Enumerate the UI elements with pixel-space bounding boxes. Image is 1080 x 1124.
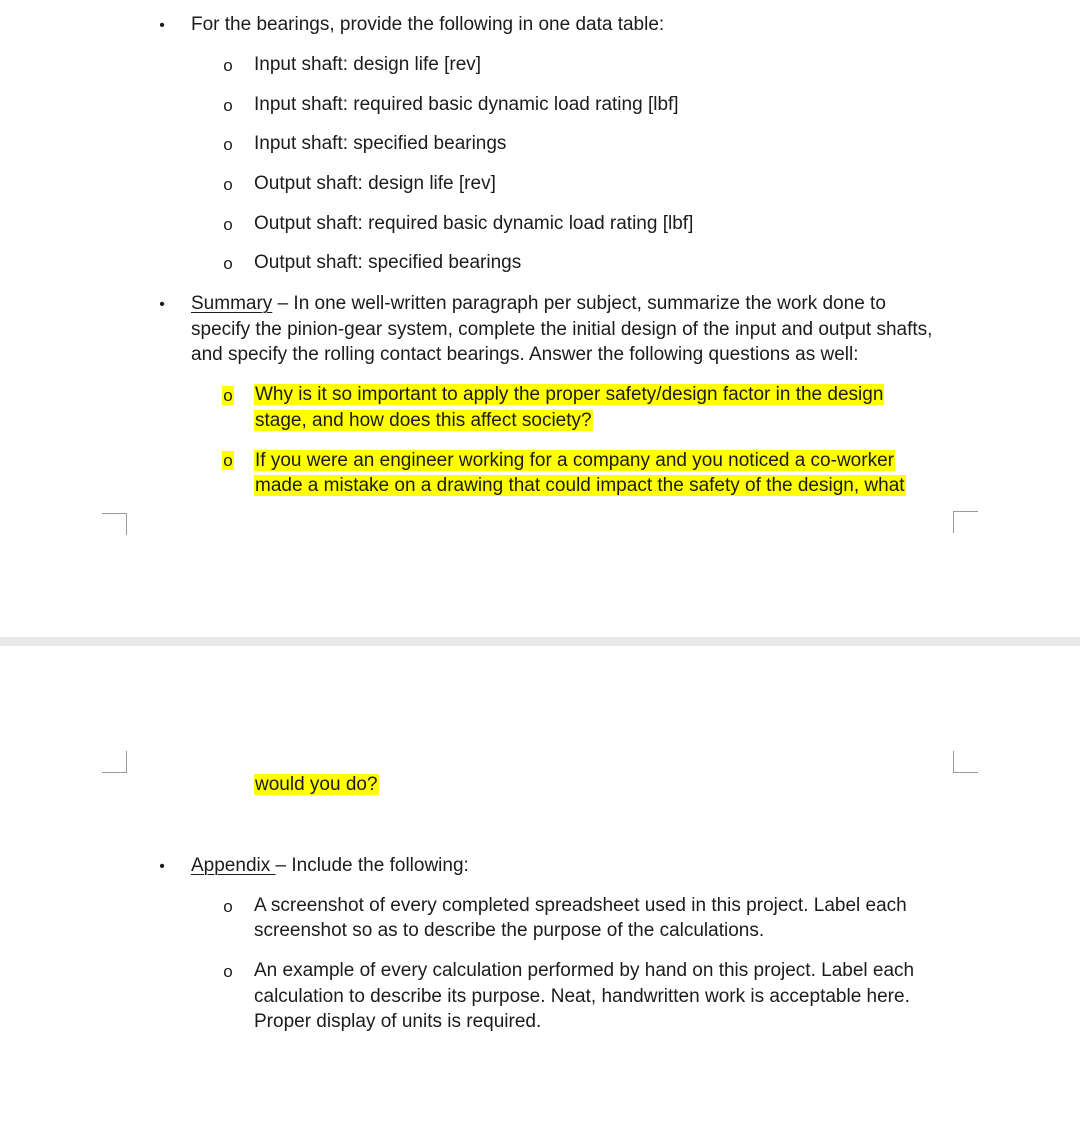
- question-safety-factor-line-1: Why is it so important to apply the proper safety/design factor in the design: [255, 384, 884, 405]
- appendix-item-calculation-line-3: Proper display of units is required.: [254, 1011, 542, 1032]
- page-break: [0, 637, 1080, 646]
- sub-bullet-highlighted: o: [223, 386, 233, 405]
- summary-line-3: and specify the rolling contact bearings. Answer the following questions as well:: [191, 344, 859, 365]
- bearing-item-input-load-rating: Input shaft: required basic dynamic load rating [lbf]: [254, 94, 679, 115]
- sub-bullet: [220, 384, 236, 408]
- bearing-item-output-specified-bearings: Output shaft: specified bearings: [254, 252, 522, 273]
- list-bullet: •: [159, 296, 165, 313]
- crop-mark-top-left-page2: [102, 751, 127, 773]
- appendix-item-calculation-line-1: An example of every calculation performed by hand on this project. Label each: [254, 960, 915, 981]
- appendix-item-screenshot-line-1: A screenshot of every completed spreadsheet used in this project. Label each: [254, 895, 907, 916]
- bearing-item-input-specified-bearings: Input shaft: specified bearings: [254, 133, 507, 154]
- appendix-item-screenshot-line-2: screenshot so as to describe the purpose of the calculations.: [254, 920, 765, 941]
- sub-bullet: o: [223, 96, 233, 115]
- sub-bullet: o: [223, 897, 233, 916]
- question-coworker-line-1: If you were an engineer working for a company and you noticed a co-worker: [255, 450, 894, 471]
- crop-mark-bottom-left-page1: [102, 513, 127, 535]
- sub-bullet: [220, 449, 236, 473]
- bearing-item-output-design-life: Output shaft: design life [rev]: [254, 173, 496, 194]
- bearing-item-input-design-life: Input shaft: design life [rev]: [254, 54, 482, 75]
- appendix-item-calculation-line-2: calculation to describe its purpose. Neat, handwritten work is acceptable here.: [254, 986, 910, 1007]
- sub-bullet: o: [223, 962, 233, 981]
- sub-bullet: o: [223, 56, 233, 75]
- summary-line-2: specify the pinion-gear system, complete the initial design of the input and output shafts,: [191, 319, 933, 340]
- sub-bullet-highlighted: o: [223, 451, 233, 470]
- summary-heading: Summary: [191, 293, 273, 314]
- bearing-item-output-load-rating: Output shaft: required basic dynamic load rating [lbf]: [254, 213, 694, 234]
- question-coworker-line-3: would you do?: [255, 774, 378, 795]
- list-bullet: •: [159, 17, 165, 34]
- bearings-intro-text: For the bearings, provide the following in one data table:: [191, 14, 665, 35]
- sub-bullet: o: [223, 215, 233, 234]
- sub-bullet: o: [223, 175, 233, 194]
- sub-bullet: o: [223, 254, 233, 273]
- appendix-text: – Include the following:: [275, 855, 469, 876]
- summary-line-1: [191, 292, 886, 316]
- appendix-line: [191, 854, 469, 878]
- question-safety-factor-line-2: stage, and how does this affect society?: [255, 410, 592, 431]
- appendix-heading: Appendix: [191, 855, 276, 876]
- question-coworker-line-2: made a mistake on a drawing that could impact the safety of the design, what: [255, 475, 905, 496]
- crop-mark-bottom-right-page1: [953, 511, 978, 533]
- sub-bullet: o: [223, 135, 233, 154]
- list-bullet: •: [159, 858, 165, 875]
- crop-mark-top-right-page2: [953, 751, 978, 773]
- summary-text: – In one well-written paragraph per subject, summarize the work done to: [272, 293, 886, 314]
